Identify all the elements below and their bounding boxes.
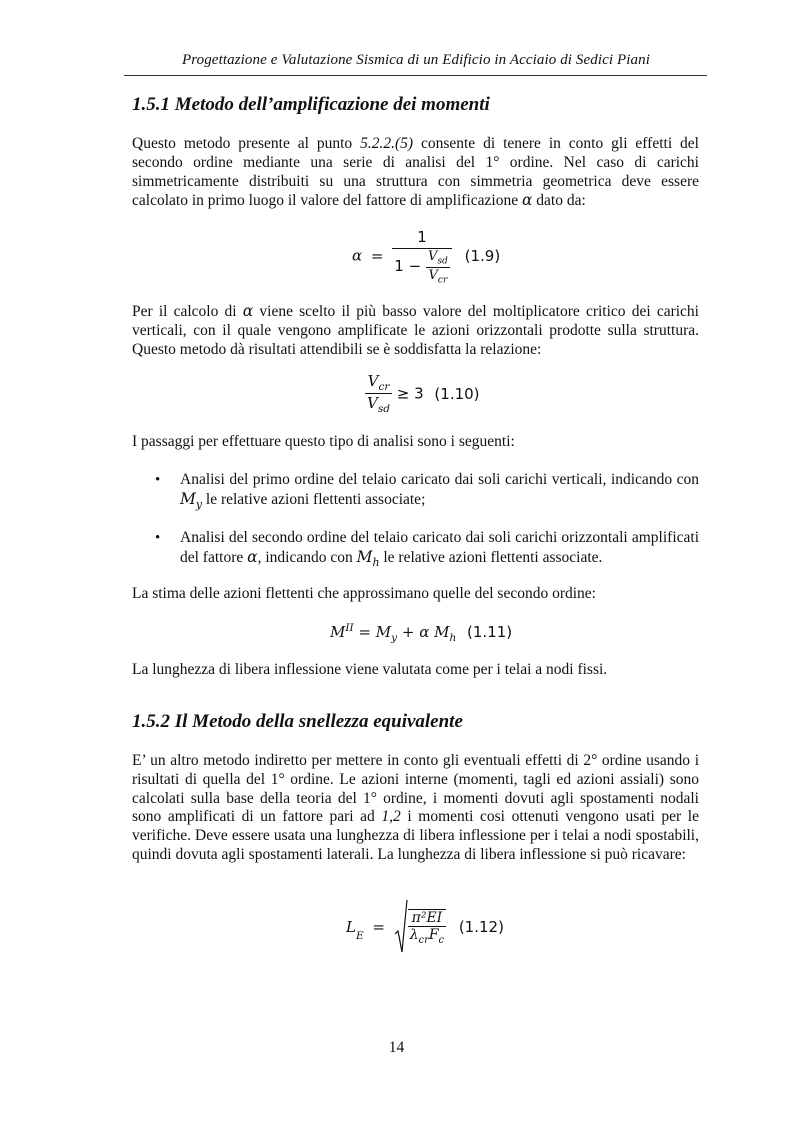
paragraph-alpha-calc: Per il calcolo di α viene scelto il più basso valore del moltiplicatore critico dei carichi verticali, con il quale vengono amplificate le azioni orizzontali prodotte sulla struttura. Questo metodo dà risultati attendibili se è soddisfatta la relazione: — [132, 302, 699, 358]
equation-1-11: $M^{II} = M_y + \alpha$ $M_h$ (1.11) — [330, 622, 513, 644]
bullet-marker-2: • — [155, 530, 161, 546]
equation-1-12: $L_E$ = $\frac{\text{π²EI}}{\lambda_{cr}F_c}$ (1.12) — [346, 898, 504, 956]
paragraph-steps-intro: I passaggi per effettuare questo tipo di analisi sono i seguenti: — [132, 433, 515, 450]
bullet-item-2: Analisi del secondo ordine del telaio caricato dai soli carichi orizzontali amplificati del fattore α, indicando con $M_h$ le relative azioni flettenti associate. — [180, 529, 699, 569]
page-number: 14 — [388, 1039, 405, 1056]
paragraph-estimate: La stima delle azioni flettenti che approssimano quelle del secondo ordine: — [132, 585, 596, 602]
paragraph-intro: Questo metodo presente al punto 5.2.2.(5) consente di tenere in conto gli effetti del secondo ordine mediante una serie di analisi del 1° ordine. Nel caso di carichi simmetricamente distribuiti su una struttura con simmetria geometrica deve essere calcolato in primo luogo il valore del fattore di amplificazione α dato da: — [132, 135, 699, 210]
section-heading-1-5-1: 1.5.1 Metodo dell’amplificazione dei momenti — [132, 94, 490, 115]
square-root-sign — [394, 898, 408, 956]
bullet-item-1: Analisi del primo ordine del telaio caricato dai soli carichi verticali, indicando con $M_y$ le relative azioni flettenti associate; — [180, 471, 699, 511]
equation-1-9: α = 1 1 − $\frac{V_{sd}}{V_{cr}}$ (1.9) — [352, 228, 501, 286]
section-heading-1-5-2: 1.5.2 Il Metodo della snellezza equivalente — [132, 711, 463, 732]
header-rule — [124, 75, 707, 76]
paragraph-equivalent-slenderness: E’ un altro metodo indiretto per mettere in conto gli eventuali effetti di 2° ordine usando i risultati di quella del 1° ordine. Le azioni interne (momenti, tagli ed azioni assiali) sono calcolati sulla base della teoria del 1° ordine, i momenti dovuti agli spostamenti nodali sono amplificati di un fattore pari ad 1,2 i momenti cosi ottenuti vengono usati per le verifiche. Deve essere usata una lunghezza di libera inflessione per i telai a nodi spostabili, quindi dovuta agli spostamenti laterali. La lunghezza di libera inflessione si può ricavare: — [132, 752, 699, 863]
paragraph-buckling-length: La lunghezza di libera inflessione viene valutata come per i telai a nodi fissi. — [132, 661, 608, 678]
running-header: Progettazione e Valutazione Sismica di un Edificio in Acciaio di Sedici Piani — [181, 52, 651, 68]
bullet-marker-1: • — [155, 472, 161, 488]
equation-1-10: $\frac{V_{cr}}{V_{sd}}$ ≥ 3 (1.10) — [367, 372, 480, 415]
